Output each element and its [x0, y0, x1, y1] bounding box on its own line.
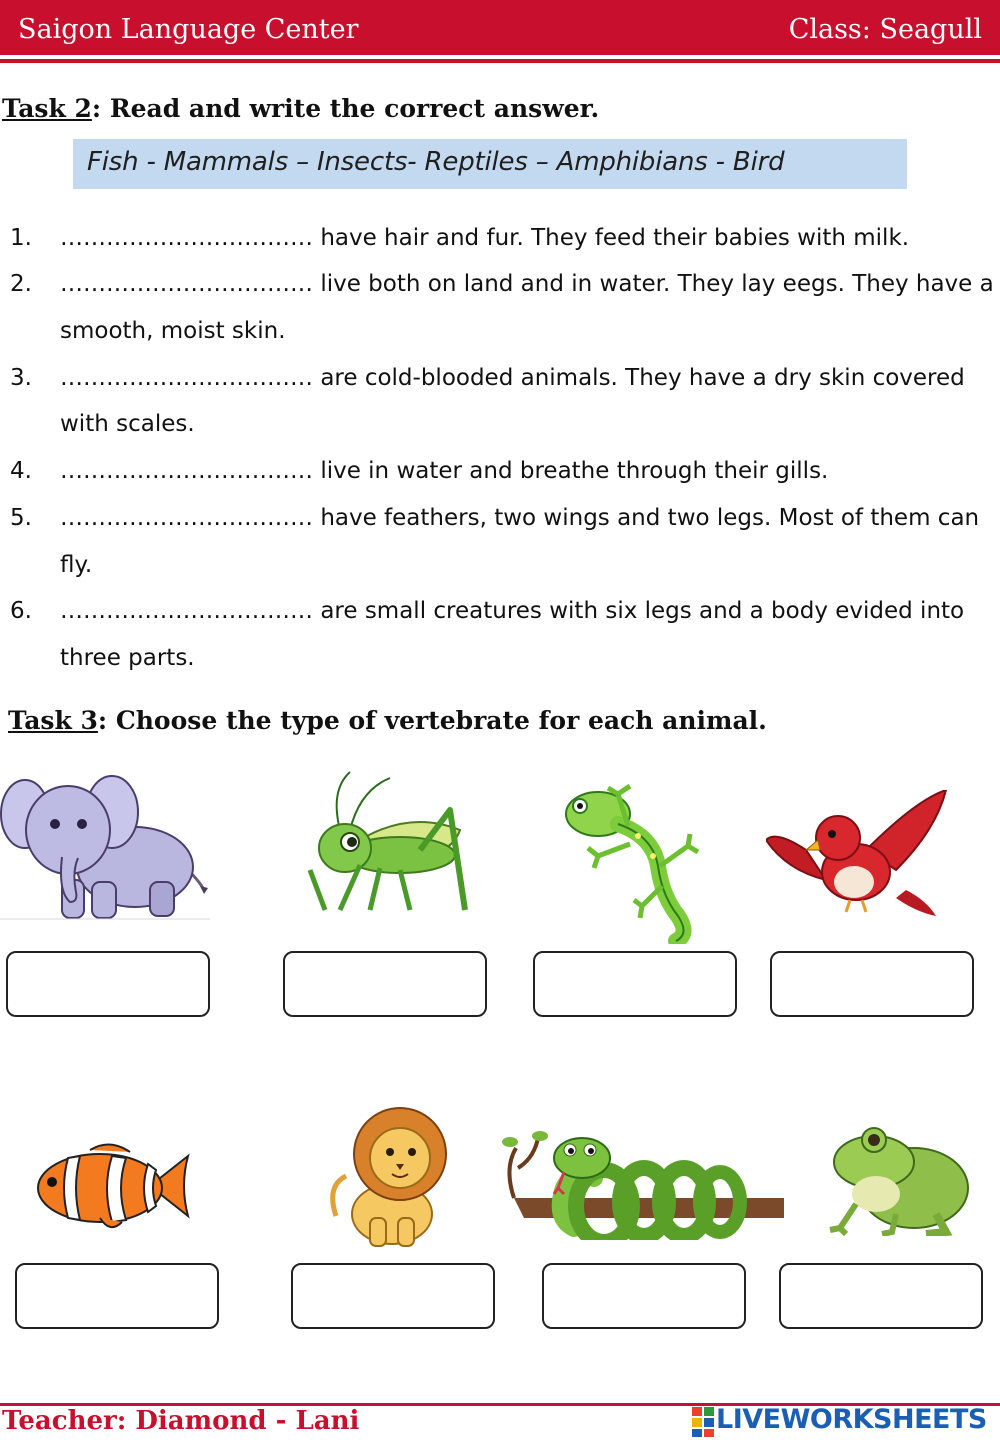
snake-image	[494, 1128, 784, 1240]
answer-blank[interactable]: ……………………………	[60, 225, 313, 251]
question-text: live both on land and in water. They lay eegs. They have a	[320, 271, 994, 297]
lion-image	[326, 1106, 458, 1248]
answer-blank[interactable]: ……………………………	[60, 365, 313, 391]
question-line	[60, 225, 909, 251]
question-continuation: fly.	[60, 552, 93, 578]
answer-box-elephant[interactable]	[6, 951, 210, 1017]
answer-blank[interactable]: ……………………………	[60, 458, 313, 484]
question-line	[60, 365, 965, 391]
answer-box-grasshopper[interactable]	[283, 951, 487, 1017]
question-continuation: three parts.	[60, 645, 195, 671]
answer-blank[interactable]: ……………………………	[60, 598, 313, 624]
question-text: are cold-blooded animals. They have a dry skin covered	[320, 365, 965, 391]
answer-blank[interactable]: ……………………………	[60, 271, 313, 297]
header-divider	[0, 59, 1000, 63]
center-name: Saigon Language Center	[18, 14, 359, 45]
elephant-image	[0, 752, 210, 924]
task2-label: Task 2	[2, 94, 92, 123]
task3-instruction: : Choose the type of vertebrate for each animal.	[97, 706, 767, 735]
liveworksheets-logo	[692, 1404, 992, 1440]
frog-image	[826, 1124, 970, 1236]
task2-title	[2, 94, 599, 123]
answer-box-frog[interactable]	[779, 1263, 983, 1329]
question-line	[60, 505, 979, 531]
question-number: 6.	[10, 598, 32, 624]
question-text: are small creatures with six legs and a body evided into	[320, 598, 965, 624]
lizard-image	[558, 776, 703, 944]
question-number: 5.	[10, 505, 32, 531]
answer-blank[interactable]: ……………………………	[60, 505, 313, 531]
class-label: Class: Seagull	[788, 14, 982, 45]
question-continuation: with scales.	[60, 411, 195, 437]
grasshopper-image	[300, 770, 470, 920]
word-bank	[73, 139, 907, 189]
clownfish-image	[30, 1138, 192, 1234]
question-line	[60, 271, 994, 297]
task3-label: Task 3	[8, 706, 98, 735]
bird-image	[766, 790, 948, 918]
liveworksheets-icon	[692, 1407, 714, 1437]
question-text: have feathers, two wings and two legs. Most of them can	[320, 505, 980, 531]
answer-box-clownfish[interactable]	[15, 1263, 219, 1329]
answer-box-snake[interactable]	[542, 1263, 746, 1329]
question-number: 1.	[10, 225, 32, 251]
question-number: 2.	[10, 271, 32, 297]
question-text: live in water and breathe through their gills.	[320, 458, 829, 484]
task3-title	[8, 706, 767, 735]
question-line	[60, 598, 964, 624]
word-bank-text: Fish - Mammals – Insects- Reptiles – Amphibians - Bird	[87, 147, 785, 177]
brand-name: LIVEWORKSHEETS	[716, 1404, 987, 1435]
question-text: have hair and fur. They feed their babies with milk.	[320, 225, 910, 251]
answer-box-lizard[interactable]	[533, 951, 737, 1017]
teacher-name: Teacher: Diamond - Lani	[2, 1406, 360, 1436]
question-line	[60, 458, 828, 484]
page-header	[0, 0, 1000, 55]
question-number: 3.	[10, 365, 32, 391]
answer-box-lion[interactable]	[291, 1263, 495, 1329]
task2-instruction: : Read and write the correct answer.	[91, 94, 600, 123]
answer-box-bird[interactable]	[770, 951, 974, 1017]
question-number: 4.	[10, 458, 32, 484]
question-continuation: smooth, moist skin.	[60, 318, 286, 344]
